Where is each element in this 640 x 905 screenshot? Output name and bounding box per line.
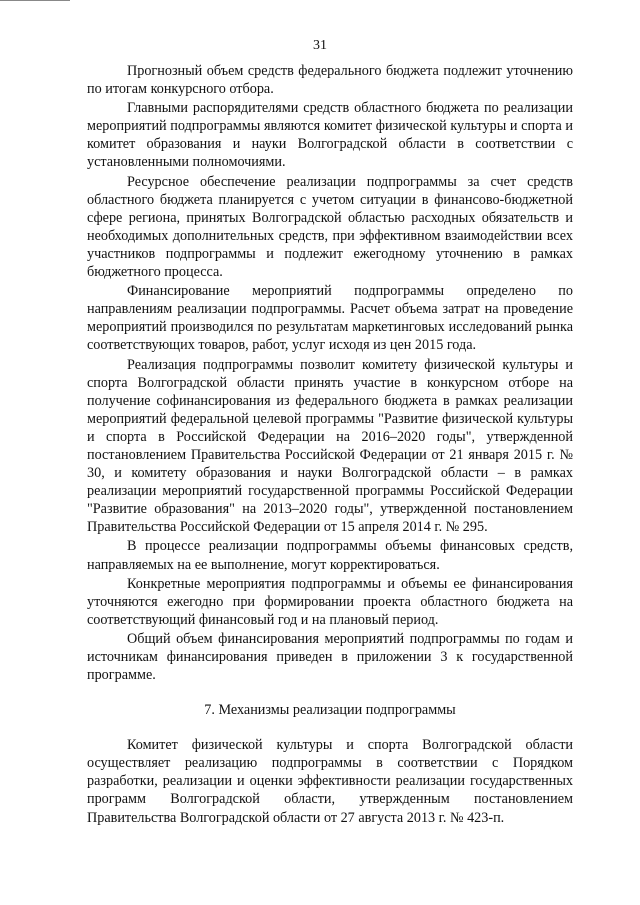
section-heading: 7. Механизмы реализации подпрограммы — [204, 702, 456, 719]
paragraph: Конкретные мероприятия подпрограммы и объемы ее финансирования уточняются ежегодно при формировании проекта областного бюджета на соответствующий финансовый год и на плановый период. — [87, 575, 573, 628]
paragraph: Реализация подпрограммы позволит комитету физической культуры и спорта Волгоградской области принять участие в конкурсном отборе на получение софинансирования из федерального бюджета в рамках реализации мероприятий федеральной целевой программы "Развитие физической культуры и спорта в Российской Федерации на 2016–2020 годы", утвержденной постановлением Правительства Российской Федерации от 21 января 2015 г. № 30, и комитету образования и науки Волгоградской области – в рамках реализации мероприятий государственной программы Российской Федерации "Развитие образования" на 2013–2020 годы", утвержденной постановлением Правительства Российской Федерации от 15 апреля 2014 г. № 295. — [87, 356, 573, 536]
paragraph: Ресурсное обеспечение реализации подпрограммы за счет средств областного бюджета планируется с учетом ситуации в финансово-бюджетной сфере региона, принятых Волгоградской областью расходных обязательств и необходимых дополнительных средств, при эффективном взаимодействии всех участников подпрограммы и подлежит ежегодному уточнению в рамках бюджетного процесса. — [87, 173, 573, 281]
page-number: 31 — [313, 38, 327, 53]
document-body — [87, 62, 573, 827]
paragraph: Общий объем финансирования мероприятий подпрограммы по годам и источникам финансирования приведен в приложении 3 к государственной программе. — [87, 630, 573, 684]
paragraph: Главными распорядителями средств областного бюджета по реализации мероприятий подпрограммы являются комитет физической культуры и спорта и комитет образования и науки Волгоградской области в соответствии с установленными полномочиями. — [87, 100, 573, 171]
paragraph: Финансирование мероприятий подпрограммы определено по направлениям реализации подпрограммы. Расчет объема затрат на проведение мероприятий производился по результатам маркетинговых исследований рынка соответствующих товаров, работ, услуг исходя из цен 2015 года. — [87, 283, 573, 354]
scan-corner-mark — [0, 0, 70, 1]
paragraph: Прогнозный объем средств федерального бюджета подлежит уточнению по итогам конкурсного отбора. — [87, 63, 573, 98]
paragraph: Комитет физической культуры и спорта Волгоградской области осуществляет реализацию подпрограммы в соответствии с Порядком разработки, реализации и оценки эффективности реализации государственных программ Волгоградской области, утвержденным постановлением Правительства Волгоградской области от 27 августа 2013 г. № 423-п. — [87, 737, 573, 826]
paragraph: В процессе реализации подпрограммы объемы финансовых средств, направляемых на ее выполнение, могут корректироваться. — [87, 538, 573, 573]
